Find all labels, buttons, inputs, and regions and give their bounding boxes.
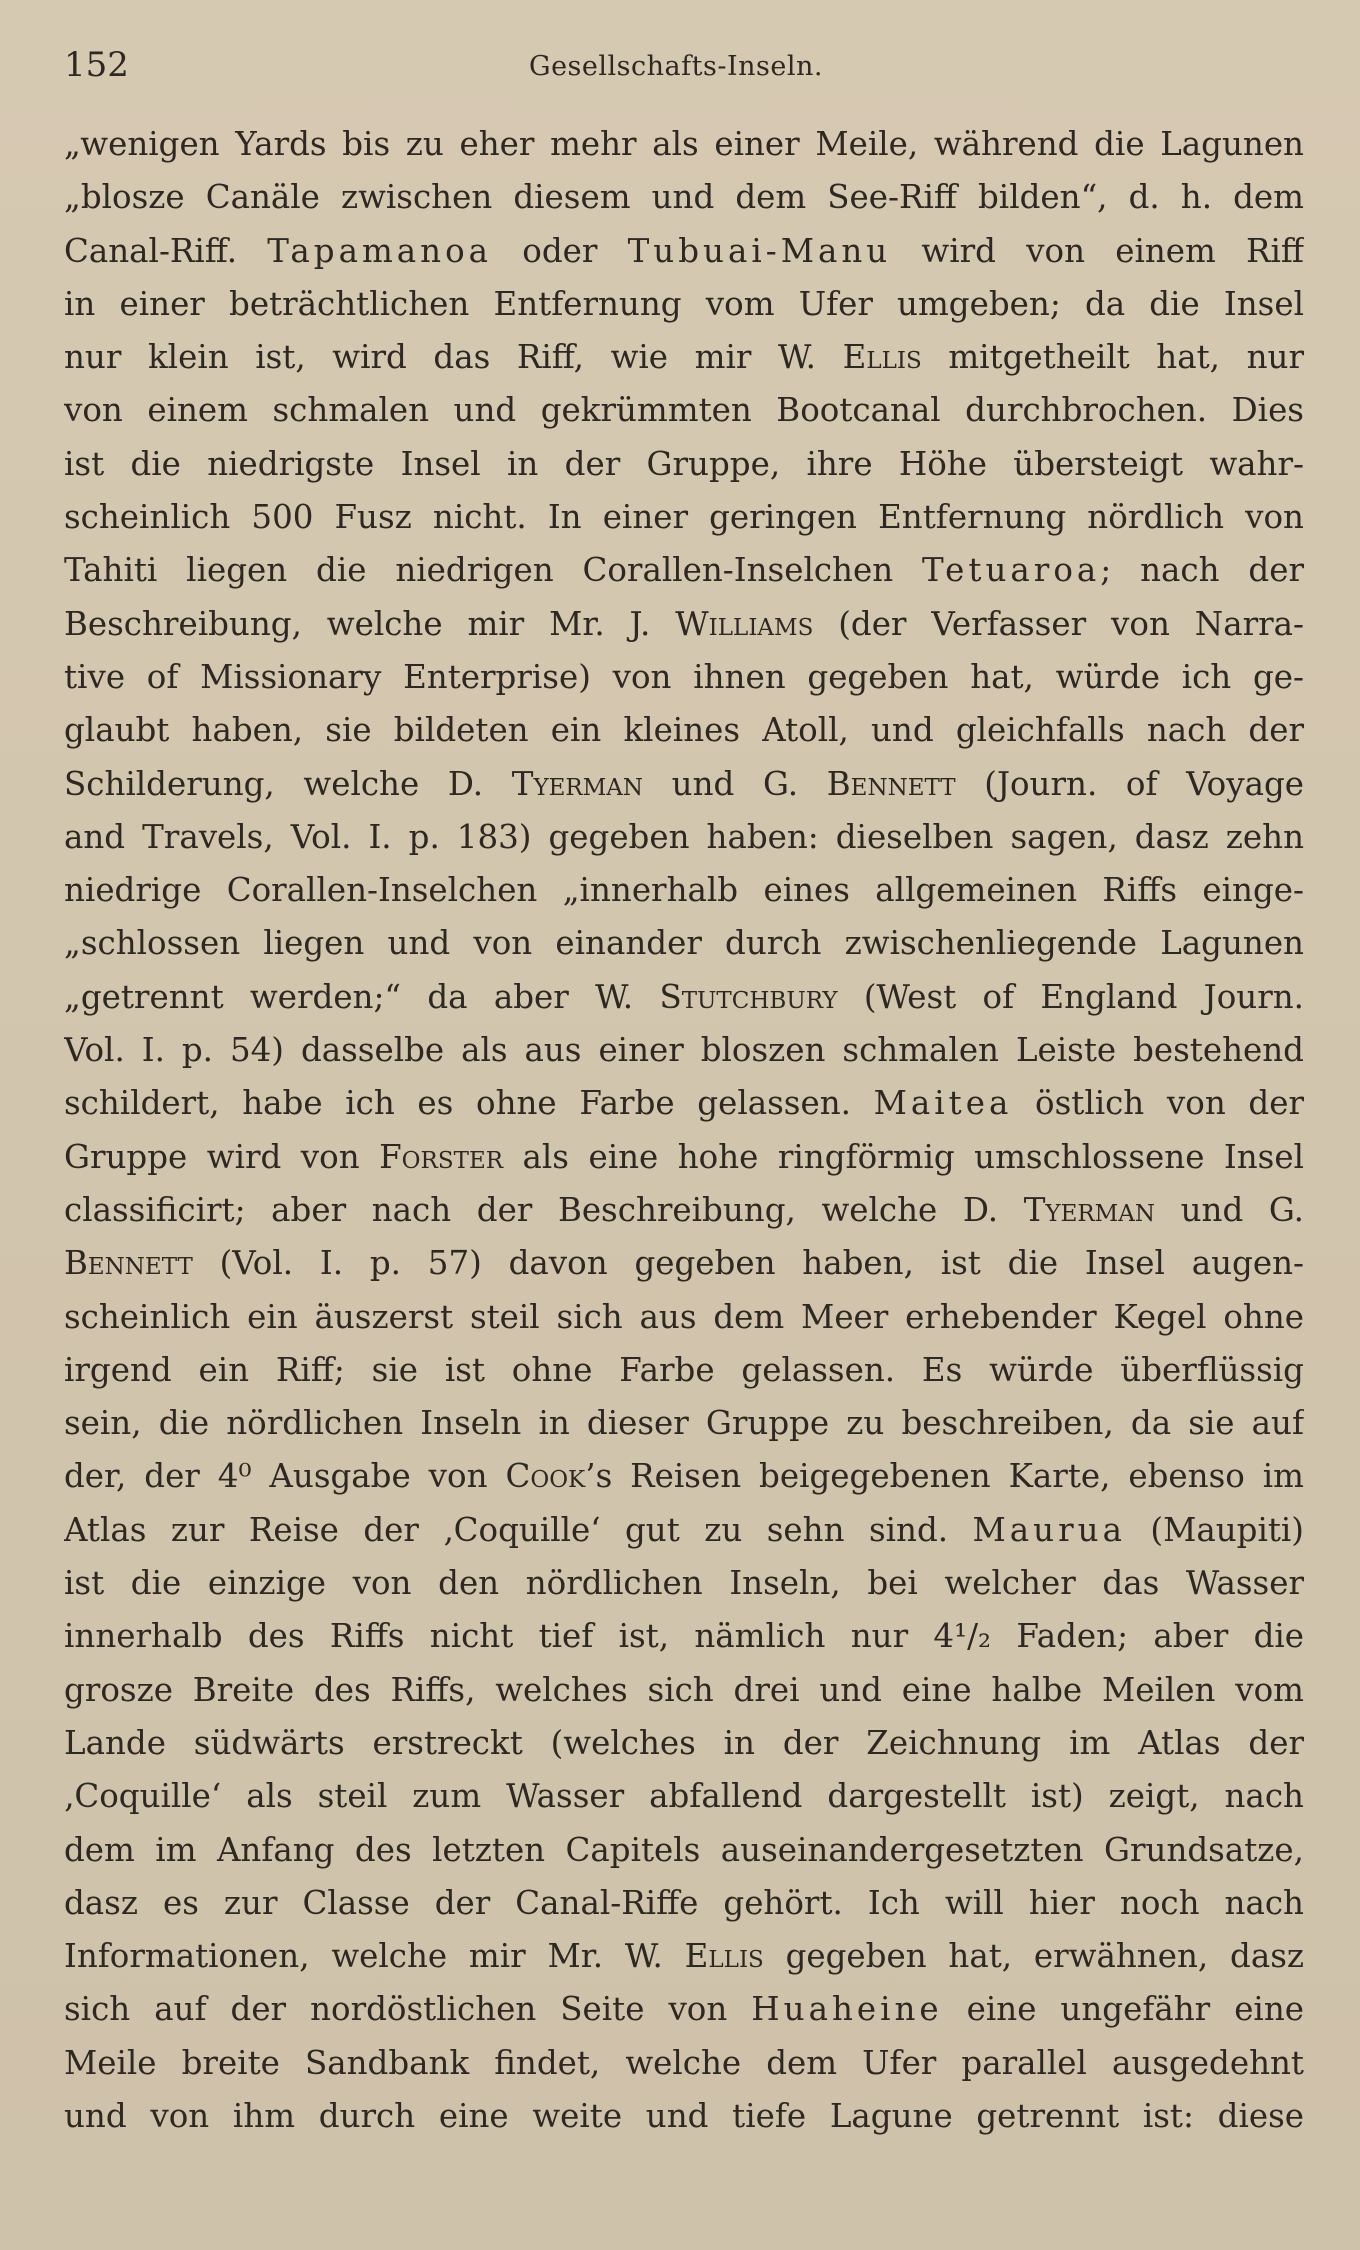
- text-segment: Lande südwärts erstreckt (welches in der Zeichnung im Atlas der: [64, 1723, 1304, 1762]
- text-segment: gegeben hat, erwähnen, dasz: [763, 1937, 1304, 1976]
- text-segment: (Maupiti): [1125, 1510, 1304, 1549]
- text-line: [64, 1291, 1304, 1344]
- text-segment: dasz es zur Classe der Canal-Riffe gehört. Ich will hier noch nach: [64, 1883, 1304, 1922]
- text-segment: ‚Coquille‘ als steil zum Wasser abfallend dargestellt ist) zeigt, nach: [64, 1777, 1304, 1816]
- text-line: [64, 1717, 1304, 1770]
- author-name: Williams: [675, 604, 814, 643]
- text-segment: Beschreibung, welche mir Mr. J.: [64, 604, 676, 643]
- page-header: [64, 40, 1304, 90]
- text-segment: Meile breite Sandbank findet, welche dem Ufer parallel ausgedehnt: [64, 2043, 1304, 2082]
- text-segment: sich auf der nordöstlichen Seite von: [64, 1990, 752, 2029]
- text-line: [64, 1184, 1304, 1237]
- author-name: Ellis: [842, 338, 922, 377]
- text-line: [64, 1610, 1304, 1663]
- body-text: [64, 118, 1304, 2143]
- text-segment: „blosze Canäle zwischen diesem und dem See-Riff bilden“, d. h. dem: [64, 178, 1304, 217]
- text-line: [64, 917, 1304, 970]
- text-line: [64, 1397, 1304, 1450]
- text-segment: tive of Missionary Enterprise) von ihnen gegeben hat, würde ich ge-: [64, 657, 1304, 696]
- author-name: Tyerman: [1023, 1190, 1155, 1229]
- text-line: [64, 1557, 1304, 1610]
- text-segment: ’s Reisen beigegebenen Karte, ebenso im: [585, 1457, 1304, 1496]
- text-segment: (Vol. I. p. 57) davon gegeben haben, ist die Insel augen-: [192, 1244, 1304, 1283]
- text-segment: Tahiti liegen die niedrigen Corallen-Inselchen: [64, 551, 923, 590]
- text-line: [64, 1770, 1304, 1823]
- text-line: [64, 1664, 1304, 1717]
- text-line: [64, 544, 1304, 597]
- text-line: [64, 2037, 1304, 2090]
- text-segment: ist die einzige von den nördlichen Inseln, bei welcher das Wasser: [64, 1564, 1304, 1603]
- text-line: [64, 1077, 1304, 1130]
- text-segment: ; nach der: [1100, 551, 1304, 590]
- text-segment: scheinlich 500 Fusz nicht. In einer geringen Entfernung nördlich von: [64, 498, 1304, 537]
- island-name: Tapamanoa: [267, 231, 493, 270]
- text-line: [64, 118, 1304, 171]
- text-segment: and Travels, Vol. I. p. 183) gegeben haben: dieselben sagen, dasz zehn: [64, 817, 1304, 856]
- text-line: [64, 1504, 1304, 1557]
- island-name: Maitea: [873, 1084, 1013, 1123]
- text-segment: „schlossen liegen und von einander durch zwischenliegende Lagunen: [64, 924, 1304, 963]
- text-line: [64, 864, 1304, 917]
- island-name: Huaheine: [751, 1990, 943, 2029]
- text-segment: glaubt haben, sie bildeten ein kleines Atoll, und gleichfalls nach der: [64, 711, 1304, 750]
- text-line: [64, 1930, 1304, 1983]
- text-line: [64, 384, 1304, 437]
- text-segment: grosze Breite des Riffs, welches sich drei und eine halbe Meilen vom: [64, 1670, 1304, 1709]
- author-name: Cook: [505, 1457, 586, 1496]
- island-name: Tetuaroa: [922, 551, 1101, 590]
- text-segment: Gruppe wird von: [64, 1137, 380, 1176]
- text-segment: (der Verfasser von Narra-: [813, 604, 1304, 643]
- author-name: Bennett: [826, 764, 956, 803]
- text-segment: „getrennt werden;“ da aber W.: [64, 977, 660, 1016]
- text-segment: und G.: [643, 764, 827, 803]
- island-name: Tubuai-Manu: [627, 231, 892, 270]
- text-line: [64, 1024, 1304, 1077]
- author-name: Bennett: [64, 1244, 193, 1283]
- text-line: [64, 704, 1304, 757]
- text-segment: als eine hohe ringförmig umschlossene Insel: [503, 1137, 1304, 1176]
- author-name: Stutchbury: [659, 977, 838, 1016]
- text-line: [64, 598, 1304, 651]
- text-segment: classificirt; aber nach der Beschreibung, welche D.: [64, 1190, 1024, 1229]
- text-segment: sein, die nördlichen Inseln in dieser Gruppe zu beschreiben, da sie auf: [64, 1404, 1304, 1443]
- text-segment: scheinlich ein äuszerst steil sich aus dem Meer erhebender Kegel ohne: [64, 1297, 1304, 1336]
- text-line: [64, 1237, 1304, 1290]
- text-segment: in einer beträchtlichen Entfernung vom Ufer umgeben; da die Insel: [64, 284, 1304, 323]
- text-segment: Vol. I. p. 54) dasselbe als aus einer bloszen schmalen Leiste bestehend: [64, 1031, 1304, 1070]
- text-segment: innerhalb des Riffs nicht tief ist, nämlich nur 4¹/₂ Faden; aber die: [64, 1617, 1304, 1656]
- text-line: [64, 1131, 1304, 1184]
- text-line: [64, 811, 1304, 864]
- text-segment: irgend ein Riff; sie ist ohne Farbe gelassen. Es würde überflüssig: [64, 1350, 1304, 1389]
- text-line: [64, 758, 1304, 811]
- text-line: [64, 171, 1304, 224]
- text-segment: von einem schmalen und gekrümmten Bootcanal durchbrochen. Dies: [64, 391, 1304, 430]
- text-segment: schildert, habe ich es ohne Farbe gelassen.: [64, 1084, 874, 1123]
- text-line: [64, 225, 1304, 278]
- text-line: [64, 1877, 1304, 1930]
- text-segment: oder: [492, 231, 628, 270]
- author-name: Tyerman: [511, 764, 644, 803]
- text-line: [64, 438, 1304, 491]
- text-line: [64, 971, 1304, 1024]
- text-segment: Informationen, welche mir Mr. W.: [64, 1937, 685, 1976]
- running-head: Gesellschafts-Inseln.: [529, 51, 823, 82]
- text-line: [64, 1983, 1304, 2036]
- text-line: [64, 1824, 1304, 1877]
- text-segment: Canal-Riff.: [64, 231, 268, 270]
- text-segment: Schilderung, welche D.: [64, 764, 512, 803]
- text-segment: (West of England Journ.: [837, 977, 1304, 1016]
- author-name: Forster: [379, 1137, 504, 1176]
- island-name: Maurua: [972, 1510, 1126, 1549]
- text-line: [64, 1450, 1304, 1503]
- text-segment: wird von einem Riff: [891, 231, 1304, 270]
- author-name: Ellis: [684, 1937, 764, 1976]
- text-segment: dem im Anfang des letzten Capitels auseinandergesetzten Grundsatze,: [64, 1830, 1304, 1869]
- text-line: [64, 2090, 1304, 2143]
- text-segment: mitgetheilt hat, nur: [921, 338, 1304, 377]
- text-segment: „wenigen Yards bis zu eher mehr als einer Meile, während die Lagunen: [64, 125, 1304, 163]
- page-number: 152: [64, 45, 129, 85]
- text-segment: Atlas zur Reise der ‚Coquille‘ gut zu sehn sind.: [64, 1510, 973, 1549]
- text-segment: östlich von der: [1012, 1084, 1304, 1123]
- text-segment: und G.: [1154, 1190, 1304, 1229]
- text-line: [64, 331, 1304, 384]
- text-segment: nur klein ist, wird das Riff, wie mir W.: [64, 338, 843, 377]
- text-line: [64, 491, 1304, 544]
- text-segment: ist die niedrigste Insel in der Gruppe, ihre Höhe übersteigt wahr-: [64, 444, 1304, 483]
- text-segment: eine ungefähr eine: [942, 1990, 1304, 2029]
- text-line: [64, 1344, 1304, 1397]
- text-segment: (Journ. of Voyage: [955, 764, 1304, 803]
- text-segment: der, der 4⁰ Ausgabe von: [64, 1457, 506, 1496]
- text-segment: und von ihm durch eine weite und tiefe Lagune getrennt ist: diese: [64, 2096, 1304, 2135]
- text-line: [64, 651, 1304, 704]
- text-segment: niedrige Corallen-Inselchen „innerhalb eines allgemeinen Riffs einge-: [64, 871, 1304, 910]
- text-line: [64, 278, 1304, 331]
